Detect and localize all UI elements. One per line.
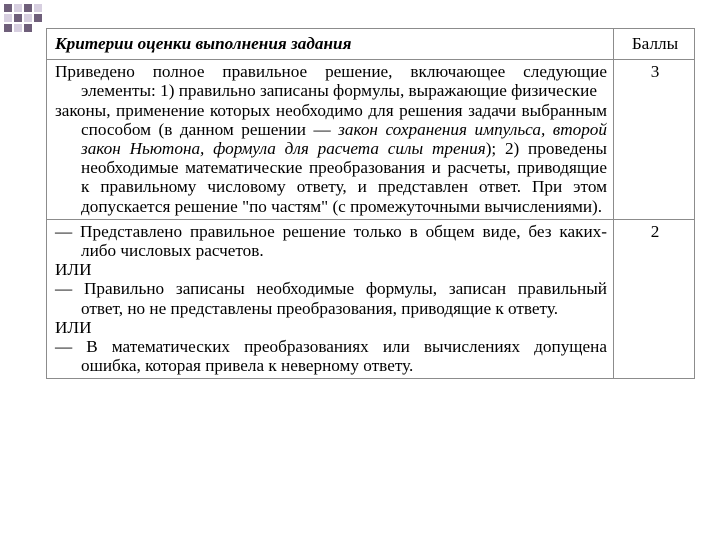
criteria-text: ); 2) проведены необходимые математические преобразования и расчеты, приводящие к правильному числовому ответу, и представлен ответ. При этом допускается решение "по частям" (с промежуточными вычислениями). <box>81 139 607 216</box>
criteria-text: законы, применение которых необходимо для решения задачи выбранным способом (в данном решении — <box>55 100 607 139</box>
criteria-paragraph <box>55 101 607 216</box>
or-separator: ИЛИ <box>55 317 92 337</box>
criteria-text: Приведено полное правильное решение, включающее следующие элементы: 1) правильно записаны формулы, выражающие физические <box>55 62 607 101</box>
or-separator: ИЛИ <box>55 260 92 280</box>
score-value: 3 <box>614 60 695 220</box>
criteria-table <box>46 28 695 379</box>
criteria-column-header: Критерии оценки выполнения задания <box>47 29 614 60</box>
criteria-item: — Правильно записаны необходимые формулы, записан правильный ответ, но не представлены преобразования, приводящие к ответу. <box>55 279 607 318</box>
criteria-item: — Представлено правильное решение только в общем виде, без каких-либо числовых расчетов. <box>55 221 607 261</box>
table-row <box>47 60 695 220</box>
criteria-cell-partial-solution <box>47 219 614 379</box>
score-column-header: Баллы <box>614 29 695 60</box>
criteria-cell-full-solution <box>47 60 614 220</box>
criteria-item: — В математических преобразованиях или вычислениях допущена ошибка, которая привела к неверному ответу. <box>55 337 607 376</box>
physical-laws-text: закон сохранения импульса, второй закон Ньютона, формула для расчета силы трения <box>81 119 607 159</box>
criteria-paragraph <box>55 62 607 100</box>
score-value: 2 <box>614 219 695 379</box>
table-header-row <box>47 29 695 60</box>
table-row <box>47 219 695 379</box>
